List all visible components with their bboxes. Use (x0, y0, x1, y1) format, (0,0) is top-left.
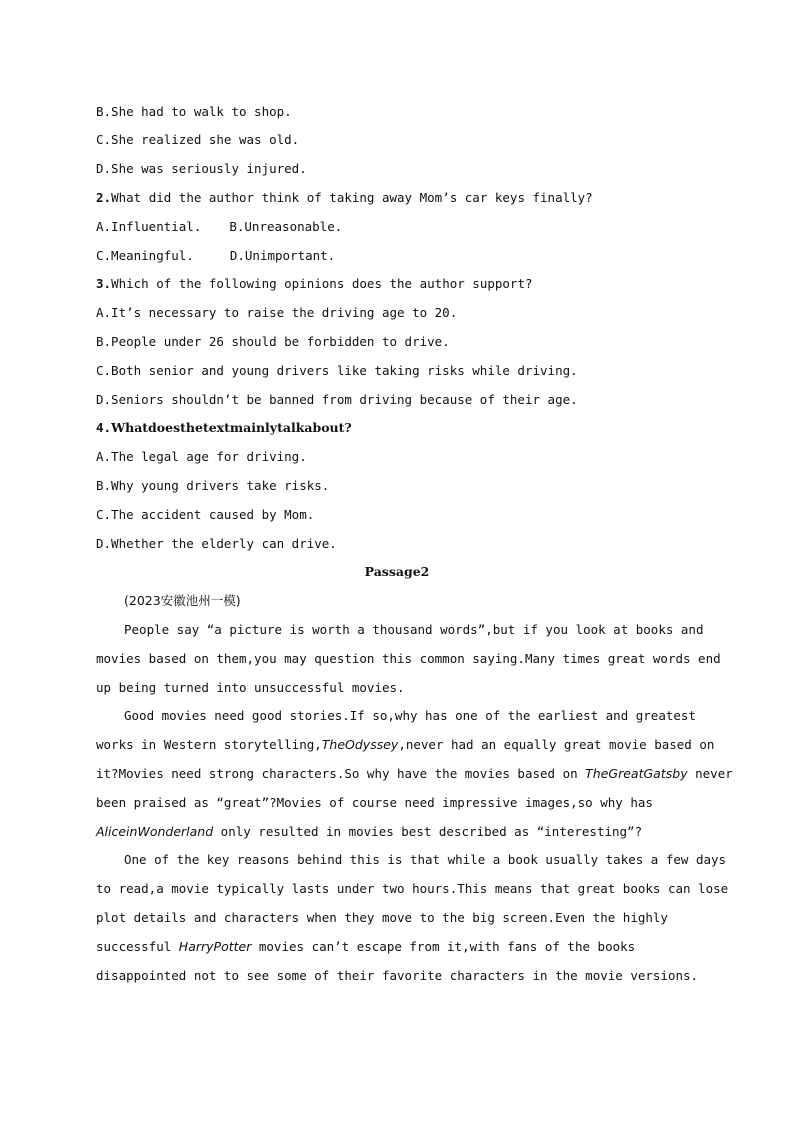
q2-option-d: D.Unimportant. (229, 248, 336, 263)
p2-line-3-b: never (687, 766, 733, 781)
p2-line-5 (96, 824, 642, 840)
q4-option-d: D.Whether the elderly can drive. (96, 536, 337, 551)
p2-line-3 (96, 766, 733, 782)
q1-option-d: D.She was seriously injured. (96, 161, 307, 176)
q2-option-c: C.Meaningful. (96, 248, 194, 263)
p3-line-5: disappointed not to see some of their favorite characters in the movie versions. (96, 968, 699, 983)
q4-option-a: A.The legal age for driving. (96, 449, 307, 464)
p3-line-1: One of the key reasons behind this is that while a book usually takes a few days (124, 852, 727, 867)
p2-line-1: Good movies need good stories.If so,why has one of the earliest and greatest (124, 708, 696, 723)
q2-options-row2 (96, 248, 335, 264)
q3-number: 3. (96, 276, 112, 291)
p3-line-2: to read,a movie typically lasts under two hours.This means that great books can lose (96, 881, 729, 896)
title-harry-potter: HarryPotter (178, 939, 252, 954)
q3-option-d: D.Seniors shouldn’t be banned from driving because of their age. (96, 392, 578, 407)
p1-line-3: up being turned into unsuccessful movies. (96, 680, 405, 695)
q4-text: Whatdoesthetextmainlytalkabout? (111, 420, 352, 435)
p2-line-3-a: it?Movies need strong characters.So why have the movies based on (96, 766, 586, 781)
q3-option-b: B.People under 26 should be forbidden to drive. (96, 334, 450, 349)
q3-option-a: A.It’s necessary to raise the driving age to 20. (96, 305, 458, 320)
q2-option-b: B.Unreasonable. (229, 219, 343, 234)
p2-line-2 (96, 737, 714, 753)
p2-line-2-a: works in Western storytelling, (96, 737, 322, 752)
q2-option-a: A.Influential. (96, 219, 202, 234)
passage-title: Passage2 (364, 564, 430, 579)
p3-line-4 (96, 939, 635, 955)
q3-option-c: C.Both senior and young drivers like taking risks while driving. (96, 363, 578, 378)
q4-option-c: C.The accident caused by Mom. (96, 507, 315, 522)
title-the-odyssey: TheOdyssey (321, 737, 399, 752)
title-the-great-gatsby: TheGreatGatsby (585, 766, 688, 781)
q1-option-b: B.She had to walk to shop. (96, 104, 292, 119)
q4-option-b: B.Why young drivers take risks. (96, 478, 330, 493)
p2-line-5-b: only resulted in movies best described as “interesting”? (213, 824, 643, 839)
p2-line-4: been praised as “great”?Movies of course need impressive images,so why has (96, 795, 653, 810)
q2-number: 2. (96, 190, 112, 205)
q2-text: What did the author think of taking away Mom’s car keys finally? (111, 190, 593, 205)
q4-number: 4. (96, 420, 112, 435)
q2-options-row1 (96, 219, 342, 235)
q2-stem (96, 190, 593, 206)
p3-line-4-a: successful (96, 939, 179, 954)
q3-text: Which of the following opinions does the author support? (111, 276, 533, 291)
p1-line-2: movies based on them,you may question this common saying.Many times great words end (96, 651, 721, 666)
passage-source: (2023安徽池州一模) (124, 593, 241, 608)
q1-option-c: C.She realized she was old. (96, 132, 300, 147)
title-alice-in-wonderland: AliceinWonderland (96, 824, 214, 839)
p1-line-1: People say “a picture is worth a thousand words”,but if you look at books and (124, 622, 704, 637)
q3-stem (96, 276, 533, 292)
p3-line-4-b: movies can’t escape from it,with fans of the books (251, 939, 636, 954)
p3-line-3: plot details and characters when they move to the big screen.Even the highly (96, 910, 668, 925)
p2-line-2-b: ,never had an equally great movie based on (398, 737, 715, 752)
q4-stem (96, 420, 352, 436)
